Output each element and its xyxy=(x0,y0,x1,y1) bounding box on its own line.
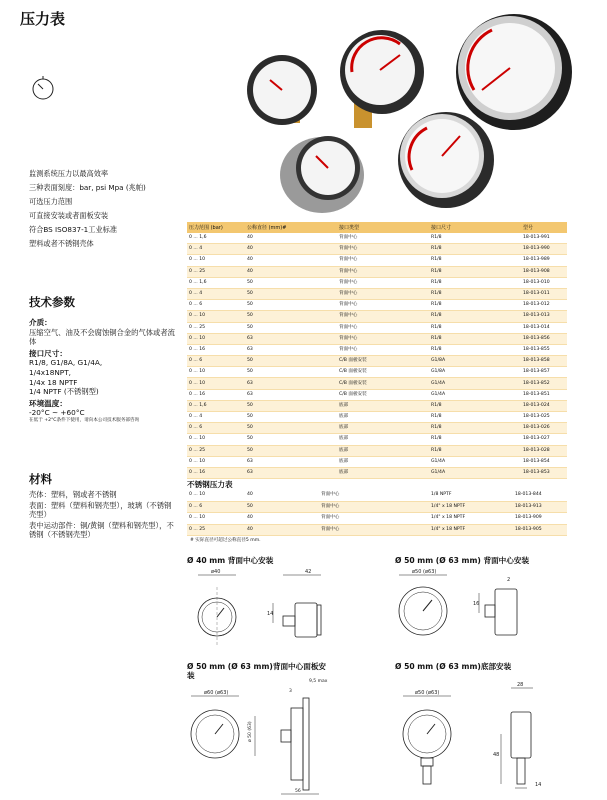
product-photo xyxy=(242,10,602,222)
pressure-gauge-icon xyxy=(30,75,56,101)
table-cell: 18-013-026 xyxy=(521,423,567,434)
table-row xyxy=(187,244,567,255)
dim-label: 48 xyxy=(493,752,500,758)
table-cell: 1/4" x 18 NPTF xyxy=(429,501,513,513)
table-cell: 0 ... 10 xyxy=(187,434,245,445)
gauge-photo-1 xyxy=(247,55,317,125)
table-cell: 0 ... 4 xyxy=(187,412,245,423)
port-line: 1/4x18NPT, xyxy=(29,367,71,377)
table-cell: 底部 xyxy=(337,456,429,467)
dim-label: 9,5 max xyxy=(309,679,328,684)
table-cell: R1/8 xyxy=(429,277,521,288)
table-cell: 0 ... 10 xyxy=(187,367,245,378)
table-cell: 18-013-852 xyxy=(521,378,567,389)
table-cell: 40 xyxy=(245,255,337,266)
table-cell: 63 xyxy=(245,456,337,467)
table-cell: 背面中心 xyxy=(337,333,429,344)
table-cell: 背面中心 xyxy=(337,311,429,322)
col-header-model: 型号 xyxy=(521,222,567,233)
table-row xyxy=(187,322,567,333)
table-cell: C/B 面板安装 xyxy=(337,367,429,378)
table-cell: 50 xyxy=(245,311,337,322)
material-line: 表面：塑料（塑料和钢壳型），玻璃（不锈钢壳型） xyxy=(29,500,172,520)
table-cell: 40 xyxy=(245,233,337,244)
drawing-40mm-rear xyxy=(187,567,347,655)
table-cell: 50 xyxy=(245,400,337,411)
feature-item: 三种表面刻度：bar, psi Mpa (兆帕) xyxy=(29,183,146,192)
drawing-50mm-bottom xyxy=(395,676,555,800)
table-cell: 18-013-010 xyxy=(521,277,567,288)
table-row xyxy=(187,513,567,525)
table-cell: 18-013-909 xyxy=(513,513,567,525)
table-cell: 18-013-014 xyxy=(521,322,567,333)
materials-block xyxy=(29,490,174,541)
table-cell: 18-013-011 xyxy=(521,288,567,299)
table-cell: 18-013-857 xyxy=(521,367,567,378)
table-cell: R1/8 xyxy=(429,255,521,266)
table-cell: 50 xyxy=(245,434,337,445)
table-cell: G1/4A xyxy=(429,456,521,467)
port-line: 1/4 NPTF (不锈钢型) xyxy=(29,387,99,397)
table-cell: 50 xyxy=(245,356,337,367)
table-cell: C/B 面板安装 xyxy=(337,389,429,400)
table-cell: G1/4A xyxy=(429,467,521,478)
table-cell: 18-013-858 xyxy=(521,356,567,367)
dim-label: ø60 (ø63) xyxy=(204,690,229,696)
col-header-range: 压力范围 (bar) xyxy=(187,222,245,233)
table-cell: 63 xyxy=(245,333,337,344)
dim-label: 28 xyxy=(517,682,524,688)
table-cell: R1/8 xyxy=(429,445,521,456)
dim-label: 14 xyxy=(267,611,274,617)
drawing-50mm-panel xyxy=(187,676,347,800)
table-cell: 底部 xyxy=(337,412,429,423)
specs-block xyxy=(29,316,179,424)
table-cell: R1/8 xyxy=(429,233,521,244)
feature-item: 可直接安装或者面板安装 xyxy=(29,211,109,220)
table-cell: 背面中心 xyxy=(337,277,429,288)
table-cell: 40 xyxy=(245,266,337,277)
table-cell: 0 ... 25 xyxy=(187,266,245,277)
table-cell: 0 ... 6 xyxy=(187,356,245,367)
medium-text: 压缩空气、油及不会腐蚀铜合金的气体或者流体 xyxy=(29,327,175,347)
table-row xyxy=(187,288,567,299)
dim-label: 14 xyxy=(535,782,542,788)
table-cell: 底部 xyxy=(337,400,429,411)
drawing-title-4: Ø 50 mm (Ø 63 mm)底部安装 xyxy=(395,662,512,671)
stainless-heading: 不锈钢压力表 xyxy=(187,480,233,489)
table-cell: 背面中心 xyxy=(337,266,429,277)
table-cell: 40 xyxy=(245,513,319,525)
table-cell: R1/8 xyxy=(429,333,521,344)
table-cell: 63 xyxy=(245,344,337,355)
table-row xyxy=(187,389,567,400)
feature-list xyxy=(29,167,179,251)
table-cell: R1/8 xyxy=(429,300,521,311)
table-row xyxy=(187,255,567,266)
table-cell: 背面中心 xyxy=(319,501,429,513)
table-cell: G1/8A xyxy=(429,367,521,378)
table-row xyxy=(187,490,567,501)
table-cell: 40 xyxy=(245,524,319,536)
feature-item: 监测系统压力以最高效率 xyxy=(29,169,109,178)
table-row xyxy=(187,277,567,288)
table-cell: C/B 面板安装 xyxy=(337,378,429,389)
table-cell: 底部 xyxy=(337,445,429,456)
table-row xyxy=(187,412,567,423)
table-row xyxy=(187,456,567,467)
table-cell: 背面中心 xyxy=(337,288,429,299)
table-row xyxy=(187,501,567,513)
table-cell: 50 xyxy=(245,412,337,423)
dim-label: ø50 (ø63) xyxy=(412,569,437,575)
dim-label: ø50 (ø63) xyxy=(415,690,440,696)
table-cell: 0 ... 6 xyxy=(187,501,245,513)
feature-item: 塑料或者不锈钢壳体 xyxy=(29,239,94,248)
medium-label: 介质： xyxy=(29,318,52,327)
table-cell: 50 xyxy=(245,288,337,299)
gauge-photo-2 xyxy=(340,30,424,128)
table-cell: 18-013-027 xyxy=(521,434,567,445)
table-cell: 0 ... 16 xyxy=(187,389,245,400)
table-cell: 18-013-853 xyxy=(521,467,567,478)
table-cell: 0 ... 10 xyxy=(187,311,245,322)
table-cell: 18-013-844 xyxy=(513,490,567,501)
table-cell: 0 ... 10 xyxy=(187,513,245,525)
table-cell: 底部 xyxy=(337,467,429,478)
dim-label: 2 xyxy=(507,577,511,583)
table-cell: 背面中心 xyxy=(319,513,429,525)
table-cell: 18-013-855 xyxy=(521,344,567,355)
col-header-port-size: 接口尺寸 xyxy=(429,222,521,233)
table-cell: 背面中心 xyxy=(337,255,429,266)
table-cell: R1/8 xyxy=(429,344,521,355)
table-cell: 背面中心 xyxy=(337,322,429,333)
table-cell: 50 xyxy=(245,445,337,456)
table-row xyxy=(187,367,567,378)
feature-item: 可选压力范围 xyxy=(29,197,73,206)
table-cell: 0 ... 10 xyxy=(187,490,245,501)
table-row xyxy=(187,434,567,445)
table-cell: 18-013-856 xyxy=(521,333,567,344)
temp-label: 环境温度： xyxy=(29,398,67,408)
table-header-row xyxy=(187,222,567,233)
table-cell: 18-013-854 xyxy=(521,456,567,467)
table-row xyxy=(187,344,567,355)
table-cell: 18-013-851 xyxy=(521,389,567,400)
table-row xyxy=(187,378,567,389)
table-cell: 底部 xyxy=(337,423,429,434)
table-row xyxy=(187,400,567,411)
table-cell: R1/8 xyxy=(429,412,521,423)
temp-text: -20°C ~ +60°C xyxy=(29,408,85,418)
col-header-port-type: 接口类型 xyxy=(337,222,429,233)
table-cell: 底部 xyxy=(337,434,429,445)
table-cell: 0 ... 25 xyxy=(187,524,245,536)
table-cell: 18-013-024 xyxy=(521,400,567,411)
table-cell: 背面中心 xyxy=(337,344,429,355)
table-cell: 18-013-905 xyxy=(513,524,567,536)
table-cell: 18-013-990 xyxy=(521,244,567,255)
table-cell: 18-013-028 xyxy=(521,445,567,456)
table-cell: G1/4A xyxy=(429,378,521,389)
table-cell: R1/8 xyxy=(429,266,521,277)
table-cell: 背面中心 xyxy=(337,233,429,244)
drawing-title-2: Ø 50 mm (Ø 63 mm) 背面中心安装 xyxy=(395,556,530,565)
table-cell: 18-013-012 xyxy=(521,300,567,311)
table-cell: 50 xyxy=(245,367,337,378)
table-cell: R1/8 xyxy=(429,244,521,255)
table-cell: 0 ... 10 xyxy=(187,378,245,389)
table-cell: 18-013-908 xyxy=(521,266,567,277)
stainless-table xyxy=(187,490,567,536)
table-cell: R1/8 xyxy=(429,322,521,333)
table-cell: 50 xyxy=(245,501,319,513)
table-cell: 18-013-991 xyxy=(521,233,567,244)
drawing-title-3: Ø 50 mm (Ø 63 mm)背面中心面板安装 xyxy=(187,662,327,680)
table-row xyxy=(187,445,567,456)
material-line: 壳体：塑料，钢或者不锈钢 xyxy=(29,490,117,499)
table-cell: 50 xyxy=(245,322,337,333)
table-row xyxy=(187,423,567,434)
table-cell: 63 xyxy=(245,467,337,478)
table-row xyxy=(187,467,567,478)
table-cell: 63 xyxy=(245,389,337,400)
table-cell: 0 ... 6 xyxy=(187,300,245,311)
table-cell: 1/4" x 18 NPTF xyxy=(429,513,513,525)
table-cell: 0 ... 10 xyxy=(187,456,245,467)
table-cell: 0 ... 16 xyxy=(187,344,245,355)
table-row xyxy=(187,266,567,277)
table-cell: R1/8 xyxy=(429,311,521,322)
table-cell: 40 xyxy=(245,244,337,255)
table-cell: 18-013-989 xyxy=(521,255,567,266)
table-row xyxy=(187,300,567,311)
gauge-photo-5 xyxy=(398,112,494,208)
table-cell: 18-013-013 xyxy=(521,311,567,322)
gauge-table xyxy=(187,222,567,479)
table-cell: 0 ... 10 xyxy=(187,255,245,266)
specs-heading: 技术参数 xyxy=(29,295,75,309)
table-cell: 1/8 NPTF xyxy=(429,490,513,501)
temp-note: 在低于 +2°C条件下使用，请向本公司技术服务部咨询 xyxy=(29,417,140,423)
table-row xyxy=(187,333,567,344)
table-row xyxy=(187,311,567,322)
dim-label: ø40 xyxy=(211,569,221,575)
page-title: 压力表 xyxy=(20,10,66,28)
dim-label: 3 xyxy=(289,689,292,694)
table-cell: 0 ... 25 xyxy=(187,445,245,456)
table-cell: 0 ... 10 xyxy=(187,333,245,344)
table-row xyxy=(187,524,567,536)
materials-heading: 材料 xyxy=(29,472,52,486)
table-cell: G1/4A xyxy=(429,389,521,400)
table-cell: 1/4" x 18 NPTF xyxy=(429,524,513,536)
table-cell: 0 ... 16 xyxy=(187,467,245,478)
table-cell: 50 xyxy=(245,277,337,288)
table-cell: 背面中心 xyxy=(319,490,429,501)
table-cell: 0 ... 25 xyxy=(187,322,245,333)
col-header-diameter: 公称直径 (mm)# xyxy=(245,222,337,233)
table-row xyxy=(187,233,567,244)
gauge-photo-3 xyxy=(456,14,572,130)
table-cell: R1/8 xyxy=(429,288,521,299)
table-cell: G1/8A xyxy=(429,356,521,367)
table-cell: R1/8 xyxy=(429,423,521,434)
table-cell: 背面中心 xyxy=(337,300,429,311)
table-cell: 0 ... 1,6 xyxy=(187,400,245,411)
footnote: # 实际直径可超过公称直径5 mm. xyxy=(190,538,261,543)
table-cell: 背面中心 xyxy=(319,524,429,536)
dim-label: 56 xyxy=(295,789,301,794)
port-line: R1/8, G1/8A, G1/4A, xyxy=(29,358,103,368)
table-cell: 0 ... 1,6 xyxy=(187,233,245,244)
material-line: 表中运动部件：铜/黄铜（塑料和钢壳型），不锈钢（不锈钢壳型） xyxy=(29,520,174,540)
table-cell: 50 xyxy=(245,300,337,311)
table-cell: 0 ... 4 xyxy=(187,244,245,255)
table-cell: 63 xyxy=(245,378,337,389)
drawing-50mm-rear xyxy=(395,567,555,655)
drawing-title-1: Ø 40 mm 背面中心安装 xyxy=(187,556,274,565)
dim-label: 42 xyxy=(305,569,312,575)
table-cell: 18-013-913 xyxy=(513,501,567,513)
table-cell: 0 ... 4 xyxy=(187,288,245,299)
table-cell: 0 ... 6 xyxy=(187,423,245,434)
dim-label: ø 50 (63) xyxy=(248,721,253,742)
port-line: 1/4x 18 NPTF xyxy=(29,377,78,387)
table-cell: 0 ... 1,6 xyxy=(187,277,245,288)
table-cell: R1/8 xyxy=(429,400,521,411)
dim-label: 16 xyxy=(473,601,480,607)
table-cell: C/B 面板安装 xyxy=(337,356,429,367)
table-cell: R1/8 xyxy=(429,434,521,445)
table-row xyxy=(187,356,567,367)
table-cell: 18-013-025 xyxy=(521,412,567,423)
port-label: 接口尺寸： xyxy=(29,348,67,358)
table-cell: 40 xyxy=(245,490,319,501)
feature-item: 符合BS ISO837-1工业标准 xyxy=(29,225,118,234)
table-cell: 50 xyxy=(245,423,337,434)
table-cell: 背面中心 xyxy=(337,244,429,255)
gauge-photo-4 xyxy=(280,136,364,213)
